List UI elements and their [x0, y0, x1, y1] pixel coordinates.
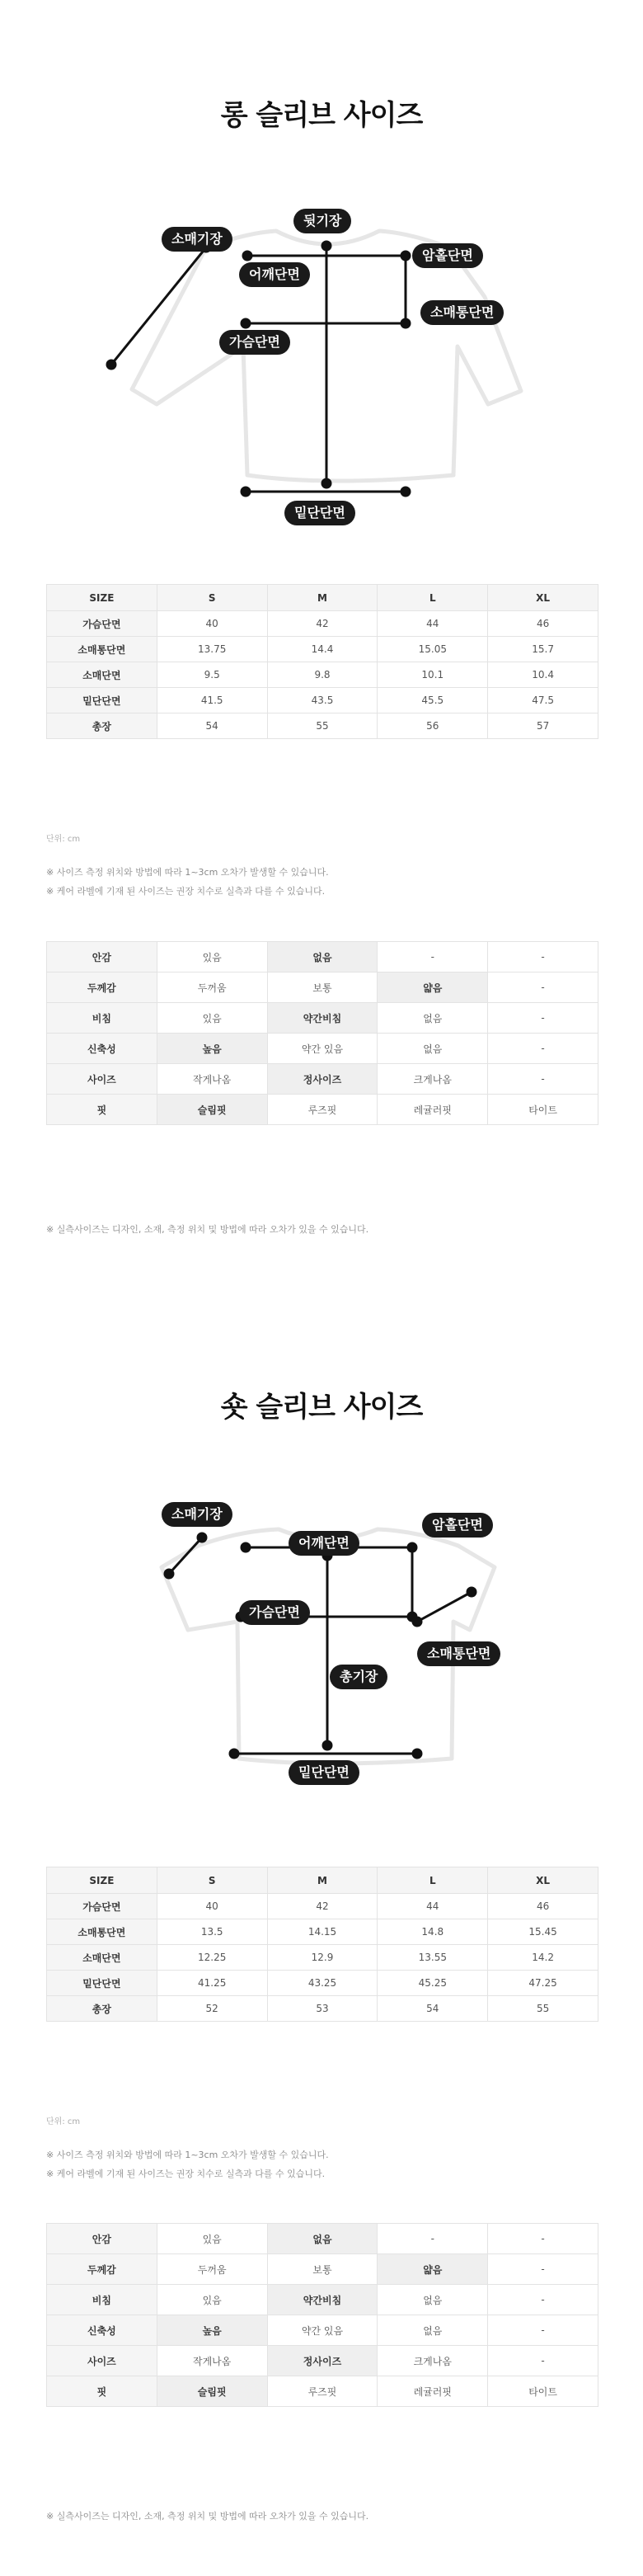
table-cell: 43.5: [267, 688, 378, 713]
table-cell: 41.25: [157, 1971, 267, 1996]
row-label: 밑단단면: [47, 688, 157, 713]
size-note: ※ 케어 라벨에 기재 된 사이즈는 권장 치수로 실측과 다를 수 있습니다.: [46, 2169, 326, 2179]
total-length-label: 총기장: [330, 1665, 387, 1689]
table-cell: 두꺼움: [157, 2254, 267, 2285]
table-header-cell: M: [267, 585, 378, 611]
selected-cell: 얇음: [378, 972, 488, 1003]
size-note: ※ 사이즈 측정 위치와 방법에 따라 1~3cm 오차가 발생할 수 있습니다.: [46, 2150, 329, 2160]
table-cell: 없음: [378, 2285, 488, 2315]
table-cell: 레귤러핏: [378, 2376, 488, 2407]
table-cell: 54: [157, 713, 267, 739]
table-row: [47, 1867, 598, 1894]
table-cell: 두꺼움: [157, 972, 267, 1003]
row-label: 총장: [47, 1996, 157, 2022]
table-cell: 보통: [267, 972, 378, 1003]
table-cell: 57: [488, 713, 598, 739]
table-cell: 47.25: [488, 1971, 598, 1996]
sleeve-width-label: 소매통단면: [420, 300, 504, 325]
table-row: [47, 2315, 598, 2346]
table-cell: 레귤러핏: [378, 1095, 488, 1125]
table-row: [47, 688, 598, 713]
table-header-cell: L: [378, 585, 488, 611]
table-row: [47, 942, 598, 972]
table-cell: -: [488, 2254, 598, 2285]
table-cell: 41.5: [157, 688, 267, 713]
table-cell: 작게나옴: [157, 2346, 267, 2376]
table-cell: 없음: [378, 1003, 488, 1034]
table-cell: 45.25: [378, 1971, 488, 1996]
unit-label: 단위: cm: [46, 835, 81, 844]
long-sleeve-diagram: [0, 198, 643, 536]
table-row: [47, 585, 598, 611]
long-sleeve-section: [0, 0, 643, 1287]
table-cell: 42: [267, 1894, 378, 1919]
short-sleeve-diagram: [0, 1493, 643, 1798]
row-label: 소매단면: [47, 1945, 157, 1971]
table-cell: 12.25: [157, 1945, 267, 1971]
selected-cell: 없음: [267, 2224, 378, 2254]
table-cell: 있음: [157, 2285, 267, 2315]
table-header-cell: S: [157, 585, 267, 611]
table-cell: 작게나옴: [157, 1064, 267, 1095]
table-cell: 13.5: [157, 1919, 267, 1945]
chest-label: 가슴단면: [219, 330, 290, 355]
row-label: 소매단면: [47, 662, 157, 688]
table-cell: 타이트: [488, 2376, 598, 2407]
table-cell: -: [488, 1003, 598, 1034]
table-cell: 47.5: [488, 688, 598, 713]
selected-cell: 슬림핏: [157, 1095, 267, 1125]
table-header-cell: S: [157, 1867, 267, 1894]
table-row: [47, 637, 598, 662]
table-cell: 없음: [378, 1034, 488, 1064]
long-attribute-table: [46, 941, 598, 1125]
row-label: 두께감: [47, 972, 157, 1003]
table-cell: 루즈핏: [267, 1095, 378, 1125]
shoulder-label: 어깨단면: [239, 262, 310, 287]
table-cell: 56: [378, 713, 488, 739]
selected-cell: 정사이즈: [267, 1064, 378, 1095]
table-cell: 없음: [378, 2315, 488, 2346]
table-row: [47, 1095, 598, 1125]
table-cell: 40: [157, 611, 267, 637]
row-label: 핏: [47, 2376, 157, 2407]
table-cell: 있음: [157, 942, 267, 972]
selected-cell: 높음: [157, 2315, 267, 2346]
table-header-cell: L: [378, 1867, 488, 1894]
table-cell: 9.8: [267, 662, 378, 688]
table-cell: 있음: [157, 2224, 267, 2254]
table-cell: 53: [267, 1996, 378, 2022]
size-note: ※ 케어 라벨에 기재 된 사이즈는 권장 치수로 실측과 다를 수 있습니다.: [46, 886, 326, 897]
sleeve-width-label: 소매통단면: [417, 1641, 500, 1666]
short-attribute-table: [46, 2223, 598, 2407]
table-cell: 10.1: [378, 662, 488, 688]
table-cell: 14.4: [267, 637, 378, 662]
table-cell: -: [488, 1034, 598, 1064]
selected-cell: 약간비침: [267, 2285, 378, 2315]
table-cell: -: [378, 942, 488, 972]
row-label: 사이즈: [47, 1064, 157, 1095]
table-row: [47, 1945, 598, 1971]
table-row: [47, 1034, 598, 1064]
table-row: [47, 2376, 598, 2407]
chest-label: 가슴단면: [239, 1600, 310, 1625]
selected-cell: 약간비침: [267, 1003, 378, 1034]
table-cell: -: [488, 1064, 598, 1095]
row-label: 비침: [47, 1003, 157, 1034]
table-cell: 15.7: [488, 637, 598, 662]
table-cell: 55: [488, 1996, 598, 2022]
short-size-table: [46, 1867, 598, 2022]
table-cell: 루즈핏: [267, 2376, 378, 2407]
armhole-label: 암홀단면: [422, 1513, 493, 1538]
table-cell: -: [488, 2315, 598, 2346]
size-note: ※ 사이즈 측정 위치와 방법에 따라 1~3cm 오차가 발생할 수 있습니다.: [46, 867, 329, 878]
short-sleeve-title: 숏 슬리브 사이즈: [220, 1391, 423, 1424]
row-label: 가슴단면: [47, 1894, 157, 1919]
table-row: [47, 1003, 598, 1034]
table-cell: 43.25: [267, 1971, 378, 1996]
table-cell: 15.05: [378, 637, 488, 662]
table-cell: 44: [378, 611, 488, 637]
table-cell: -: [488, 942, 598, 972]
table-cell: 14.2: [488, 1945, 598, 1971]
table-cell: -: [488, 2285, 598, 2315]
long-sleeve-shirt-illustration: [0, 198, 643, 536]
table-cell: -: [488, 2346, 598, 2376]
selected-cell: 얇음: [378, 2254, 488, 2285]
table-header-cell: XL: [488, 585, 598, 611]
row-label: 두께감: [47, 2254, 157, 2285]
selected-cell: 높음: [157, 1034, 267, 1064]
table-cell: 55: [267, 713, 378, 739]
table-row: [47, 662, 598, 688]
footnote: ※ 실측사이즈는 디자인, 소재, 측정 위치 및 방법에 따라 오차가 있을 수 있습니다.: [46, 1224, 369, 1235]
sleeve-length-label: 소매기장: [162, 1502, 232, 1527]
table-cell: 보통: [267, 2254, 378, 2285]
armhole-label: 암홀단면: [412, 243, 483, 268]
table-cell: 45.5: [378, 688, 488, 713]
row-label: 밑단단면: [47, 1971, 157, 1996]
table-cell: 13.55: [378, 1945, 488, 1971]
sleeve-length-label: 소매기장: [162, 227, 232, 252]
row-label: 총장: [47, 713, 157, 739]
table-header-cell: M: [267, 1867, 378, 1894]
table-row: [47, 1996, 598, 2022]
table-row: [47, 2254, 598, 2285]
table-cell: 46: [488, 611, 598, 637]
table-cell: 타이트: [488, 1095, 598, 1125]
row-label: 가슴단면: [47, 611, 157, 637]
row-label: 안감: [47, 2224, 157, 2254]
table-cell: 54: [378, 1996, 488, 2022]
table-row: [47, 2224, 598, 2254]
table-row: [47, 2285, 598, 2315]
shoulder-label: 어깨단면: [289, 1531, 359, 1556]
row-label: 소매통단면: [47, 637, 157, 662]
table-row: [47, 1919, 598, 1945]
table-row: [47, 1894, 598, 1919]
table-row: [47, 713, 598, 739]
selected-cell: 정사이즈: [267, 2346, 378, 2376]
table-cell: 크게나옴: [378, 1064, 488, 1095]
table-header-cell: SIZE: [47, 1867, 157, 1894]
table-cell: 15.45: [488, 1919, 598, 1945]
table-cell: 14.15: [267, 1919, 378, 1945]
table-cell: 12.9: [267, 1945, 378, 1971]
back-length-label: 뒷기장: [293, 209, 351, 233]
row-label: 소매통단면: [47, 1919, 157, 1945]
table-cell: -: [488, 2224, 598, 2254]
row-label: 사이즈: [47, 2346, 157, 2376]
selected-cell: 없음: [267, 942, 378, 972]
table-row: [47, 1064, 598, 1095]
table-cell: 약간 있음: [267, 1034, 378, 1064]
table-cell: 9.5: [157, 662, 267, 688]
table-cell: -: [488, 972, 598, 1003]
table-cell: 13.75: [157, 637, 267, 662]
table-cell: 46: [488, 1894, 598, 1919]
table-cell: 있음: [157, 1003, 267, 1034]
table-cell: 14.8: [378, 1919, 488, 1945]
unit-label: 단위: cm: [46, 2117, 81, 2126]
long-sleeve-title: 롱 슬리브 사이즈: [220, 99, 423, 132]
table-row: [47, 1971, 598, 1996]
table-cell: 42: [267, 611, 378, 637]
table-cell: 크게나옴: [378, 2346, 488, 2376]
hem-label: 밑단단면: [289, 1760, 359, 1785]
table-row: [47, 972, 598, 1003]
table-cell: -: [378, 2224, 488, 2254]
table-row: [47, 611, 598, 637]
selected-cell: 슬림핏: [157, 2376, 267, 2407]
table-header-cell: SIZE: [47, 585, 157, 611]
table-cell: 40: [157, 1894, 267, 1919]
hem-label: 밑단단면: [284, 501, 355, 525]
table-cell: 10.4: [488, 662, 598, 688]
table-row: [47, 2346, 598, 2376]
short-sleeve-section: [0, 1287, 643, 2576]
table-cell: 52: [157, 1996, 267, 2022]
row-label: 안감: [47, 942, 157, 972]
table-header-cell: XL: [488, 1867, 598, 1894]
row-label: 핏: [47, 1095, 157, 1125]
row-label: 비침: [47, 2285, 157, 2315]
table-cell: 44: [378, 1894, 488, 1919]
row-label: 신축성: [47, 2315, 157, 2346]
row-label: 신축성: [47, 1034, 157, 1064]
table-cell: 약간 있음: [267, 2315, 378, 2346]
footnote: ※ 실측사이즈는 디자인, 소재, 측정 위치 및 방법에 따라 오차가 있을 수 있습니다.: [46, 2511, 369, 2522]
long-size-table: [46, 584, 598, 739]
